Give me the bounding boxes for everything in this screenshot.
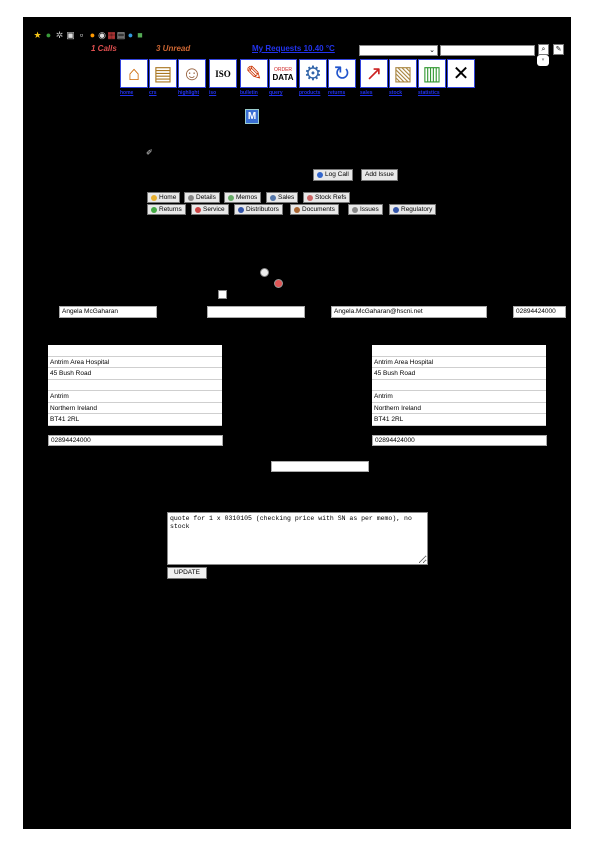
address-line[interactable]: Antrim Area Hospital <box>48 357 222 369</box>
phone-icon <box>317 172 323 178</box>
toolbar-statistics-button[interactable] <box>418 59 446 88</box>
m-logo-icon[interactable]: M <box>245 109 259 124</box>
tab-label: Returns <box>159 205 182 213</box>
toolbar-label-query[interactable]: query <box>269 90 283 96</box>
tab-distributors-icon <box>238 207 244 213</box>
toolbar-label-stock[interactable]: stock <box>389 90 403 96</box>
toolbar-label-home[interactable]: home <box>120 90 134 96</box>
toolbar-close-button[interactable] <box>447 59 475 88</box>
toolbar-label-sales[interactable]: sales <box>360 90 373 96</box>
tab-distributors[interactable] <box>234 204 283 215</box>
toolbar-query-button[interactable] <box>269 59 297 88</box>
toolbar-returns-button[interactable] <box>328 59 356 88</box>
tab-label: Regulatory <box>401 205 433 213</box>
tab-label: Sales <box>278 193 295 201</box>
update-button[interactable]: UPDATE <box>167 567 207 579</box>
address-line[interactable]: BT41 2RL <box>48 414 222 426</box>
my-requests-link[interactable]: My Requests 10.40 °C <box>252 44 335 53</box>
dropdown-arrow-icon[interactable]: ▾ <box>537 55 549 66</box>
address-line[interactable]: Antrim <box>48 391 222 403</box>
address-line[interactable]: Antrim Area Hospital <box>372 357 546 369</box>
toolbar-label-returns[interactable]: returns <box>328 90 346 96</box>
camera-icon[interactable]: ◉ <box>98 30 106 40</box>
doc-icon[interactable]: ▤ <box>116 30 126 40</box>
memo-textarea[interactable] <box>167 512 428 565</box>
people-icon: ☺ <box>181 62 203 85</box>
toolbar-label-bulletin[interactable]: bulletin <box>240 90 258 96</box>
tab-label: Memos <box>236 193 258 201</box>
tab-home-icon <box>151 195 157 201</box>
sales-chart-icon: ↗ <box>365 62 383 85</box>
toolbar-iso-button[interactable] <box>209 59 237 88</box>
iso-icon: ISO <box>215 68 231 79</box>
tab-label: Service <box>203 205 225 213</box>
tab-label: Distributors <box>246 205 279 213</box>
toolbar-stock-button[interactable] <box>389 59 417 88</box>
toolbar-label-products[interactable]: products <box>299 90 321 96</box>
tab-returns[interactable] <box>147 204 186 215</box>
tab-issues[interactable] <box>348 204 383 215</box>
red-grid-icon[interactable]: ▦ <box>107 30 116 40</box>
contact-name-field[interactable]: Angela McGaharan <box>59 306 157 318</box>
toolbar-label-iso[interactable]: iso <box>209 90 217 96</box>
toolbar-highlight-button[interactable] <box>178 59 206 88</box>
address-line[interactable]: Northern Ireland <box>372 403 546 415</box>
radio-option-2[interactable] <box>274 279 283 288</box>
tab-memos-icon <box>228 195 234 201</box>
toolbar-label-statistics[interactable]: statistics <box>418 90 440 96</box>
toolbar-crs-button[interactable] <box>149 59 177 88</box>
blank-field[interactable] <box>271 461 369 472</box>
tab-memos[interactable] <box>224 192 261 203</box>
tab-details-icon <box>188 195 194 201</box>
gear-cluster-icon[interactable]: ✲ <box>55 30 64 40</box>
book-icon: ▥ <box>422 62 442 85</box>
tab-service-icon <box>195 207 201 213</box>
tab-label: Home <box>159 193 177 201</box>
tab-details[interactable] <box>184 192 220 203</box>
tab-issues-icon <box>352 207 358 213</box>
toolbar-home-button[interactable] <box>120 59 148 88</box>
x-close-icon: ✕ <box>452 62 470 85</box>
toolbar-bulletin-button[interactable] <box>240 59 268 88</box>
search-icon[interactable]: ⌕ <box>538 44 549 55</box>
address-line[interactable] <box>372 380 546 392</box>
house-icon: ⌂ <box>127 62 141 85</box>
address-line[interactable] <box>372 345 546 357</box>
tab-regulatory-icon <box>393 207 399 213</box>
orange-circle-icon[interactable]: ● <box>89 30 96 40</box>
box-icon: ▧ <box>393 62 413 85</box>
calls-link[interactable]: 1 Calls <box>91 44 117 53</box>
toolbar-products-button[interactable] <box>299 59 327 88</box>
contact-email-field[interactable]: Angela.McGaharan@hscni.net <box>331 306 487 318</box>
toolbar-sales-button[interactable] <box>360 59 388 88</box>
data-icon-main: DATA <box>272 72 294 82</box>
search-select[interactable] <box>359 45 438 56</box>
tab-stock-refs[interactable] <box>303 192 350 203</box>
edit-icon[interactable]: ✎ <box>553 44 564 55</box>
data-icon-top: ORDER <box>273 66 293 73</box>
monitor-icon[interactable]: ▣ <box>66 30 75 40</box>
tab-documents[interactable] <box>290 204 339 215</box>
add-issue-button[interactable]: Add Issue <box>361 169 398 181</box>
toolbar-label-highlight[interactable]: highlight <box>178 90 200 96</box>
blue-globe-icon[interactable]: ● <box>127 30 134 40</box>
tab-label: Issues <box>360 205 379 213</box>
tab-sales-icon <box>270 195 276 201</box>
tab-home[interactable] <box>147 192 180 203</box>
cash-register-icon: ▤ <box>153 62 173 85</box>
log-call-button[interactable]: Log Call <box>313 169 353 181</box>
search-input[interactable] <box>440 45 535 56</box>
unread-link[interactable]: 3 Unread <box>156 44 191 53</box>
gears-icon: ⚙ <box>304 62 322 85</box>
star-icon[interactable]: ★ <box>33 30 42 40</box>
address-line[interactable] <box>48 380 222 392</box>
contact-phone-field[interactable]: 02894424000 <box>513 306 566 318</box>
tab-sales[interactable] <box>266 192 298 203</box>
contact-middle-field[interactable] <box>207 306 305 318</box>
tab-regulatory[interactable] <box>389 204 436 215</box>
chevron-down-icon: ⌄ <box>429 47 435 54</box>
checkbox[interactable] <box>218 290 227 299</box>
data-icon <box>272 66 293 82</box>
tab-service[interactable] <box>191 204 229 215</box>
green-globe-icon[interactable]: ● <box>45 30 52 40</box>
address-line[interactable] <box>48 345 222 357</box>
tab-stock-refs-icon <box>307 195 313 201</box>
tab-label: Documents <box>302 205 335 213</box>
green-box-icon[interactable]: ■ <box>137 30 143 40</box>
left-phone-field[interactable]: 02894424000 <box>48 435 223 446</box>
tab-label: Stock Refs <box>315 193 347 201</box>
page-icon[interactable]: ▫ <box>79 30 84 40</box>
address-line[interactable]: Northern Ireland <box>48 403 222 415</box>
radio-option-1[interactable] <box>260 268 269 277</box>
address-line[interactable]: BT41 2RL <box>372 414 546 426</box>
address-line[interactable]: Antrim <box>372 391 546 403</box>
address-line[interactable]: 45 Bush Road <box>372 368 546 380</box>
toolbar-label-crs[interactable]: crs <box>149 90 157 96</box>
address-line[interactable]: 45 Bush Road <box>48 368 222 380</box>
tab-label: Details <box>196 193 216 201</box>
returns-icon: ↻ <box>333 62 351 85</box>
small-edit-icon[interactable]: ✐ <box>146 148 153 157</box>
pencil-icon: ✎ <box>245 62 263 85</box>
tab-returns-icon <box>151 207 157 213</box>
right-phone-field[interactable]: 02894424000 <box>372 435 547 446</box>
tab-documents-icon <box>294 207 300 213</box>
